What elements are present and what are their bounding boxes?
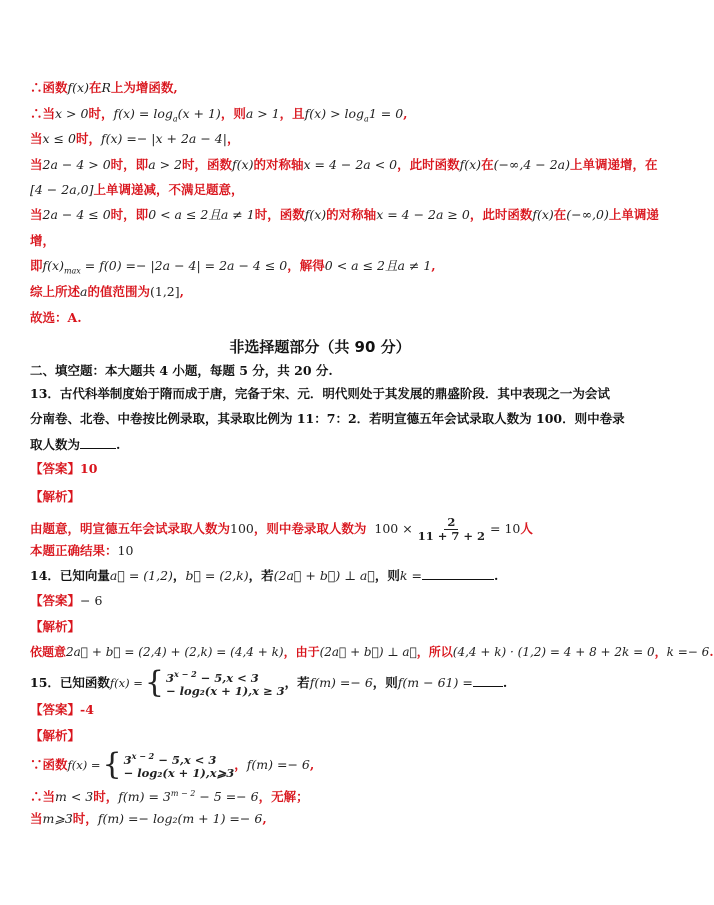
solution-line-8: 即$f(x)_{max} = f(0) =- |2a - 4| = 2a - 4 \le 0$，解得0 < a ≤ 2且a ≠ 1,: [30, 258, 436, 276]
q13-result: 本题正确结果：10: [30, 543, 134, 558]
solution-line-5: [4 − 2a,0]上单调递减，不满足题意，: [30, 182, 244, 197]
q15-solution-line-2: ∴当m < 3时，$f(m) = 3^{m - 2} - 5 =- 6$，无解；: [30, 789, 309, 805]
solution-line-2: ∴当x > 0时，$f(x) = \log_a(x + 1)$，则a > 1，且$f(x) > \log_a1 = 0$,: [30, 106, 408, 124]
q15-solution-line-3: 当m⩾3时，f(m) =− log₂(m + 1) =− 6,: [30, 811, 267, 826]
q13-text-line-2: 分南卷、北卷、中卷按比例录取，其录取比例为 11：7：2．若明宣德五年会试录取人数为 100．则中卷录: [30, 411, 625, 426]
solution-line-10: 故选：A.: [30, 310, 82, 325]
section-title: 非选择题部分（共 90 分）: [229, 338, 411, 356]
fraction: $\frac{2}{11 + 7 + 2}$: [417, 515, 485, 543]
solution-line-1: ∴函数f(x)在R上为增函数,: [30, 80, 178, 95]
answer-blank: [80, 436, 116, 449]
answer-blank: [473, 674, 503, 687]
solution-line-4: 当2a − 4 > 0时，即a > 2时，函数f(x)的对称轴x = 4 − 2a < 0，此时函数f(x)在(−∞,4 − 2a)上单调递增，在: [30, 157, 658, 172]
answer-blank: [422, 567, 494, 580]
q13-analysis-label: 【解析】: [30, 489, 81, 504]
q14-text: 14．已知向量a⃗ = (1,2)，b⃗ = (2,k)，若(2a⃗ + b⃗) ⊥ a⃗，则k = .: [30, 568, 499, 583]
q13-text-line-3: 取人数为 .: [30, 437, 121, 452]
solution-line-6: 当2a − 4 ≤ 0时，即0 < a ≤ 2且a ≠ 1时，函数f(x)的对称轴x = 4 − 2a ≥ 0，此时函数f(x)在(−∞,0)上单调递: [30, 207, 659, 222]
q15-analysis-label: 【解析】: [30, 728, 81, 743]
q13-solution: 由题意，明宣德五年会试录取人数为100，则中卷录取人数为 100 × $\frac{2}{11 + 7 + 2}$ = 10人: [30, 515, 533, 543]
q15-answer: 【答案】-4: [30, 702, 94, 717]
q15-text: 15．已知函数 f(x) = { $3^{x - 2} - 5,x < 3$ − log₂(x + 1),x ≥ 3 ，若f(m) =− 6，则f(m − 61) = .: [30, 665, 508, 700]
piecewise-function: f(x) = { $3^{x - 2} - 5,x < 3$ − log₂(x + 1),x ≥ 3: [109, 665, 285, 700]
q14-solution: 依题意2a⃗ + b⃗ = (2,4) + (2,k) = (4,4 + k)，由于(2a⃗ + b⃗) ⊥ a⃗，所以(4,4 + k) · (1,2) = 4 + 8 + 2k = 0，k =− 6.: [30, 645, 714, 659]
solution-line-9: 综上所述a的值范围为(1,2],: [30, 284, 184, 299]
solution-line-3: 当x ≤ 0时，f(x) =− |x + 2a − 4|，: [30, 131, 240, 146]
q14-analysis-label: 【解析】: [30, 619, 81, 634]
q13-answer: 【答案】10: [30, 461, 98, 476]
q13-text-line-1: 13．古代科举制度始于隋而成于唐，完备于宋、元．明代则处于其发展的鼎盛阶段．其中表现之一为会试: [30, 386, 610, 401]
part-header: 二、填空题：本大题共 4 小题，每题 5 分，共 20 分.: [30, 363, 333, 378]
solution-line-7: 增，: [30, 233, 56, 248]
piecewise-function: f(x) = { $3^{x - 2} - 5,x < 3$ − log₂(x + 1),x⩾3: [67, 747, 235, 782]
q14-answer: 【答案】− 6: [30, 593, 103, 608]
q15-solution-line-1: ∵函数 f(x) = { $3^{x - 2} - 5,x < 3$ − log₂(x + 1),x⩾3 ，f(m) =− 6,: [30, 747, 315, 782]
